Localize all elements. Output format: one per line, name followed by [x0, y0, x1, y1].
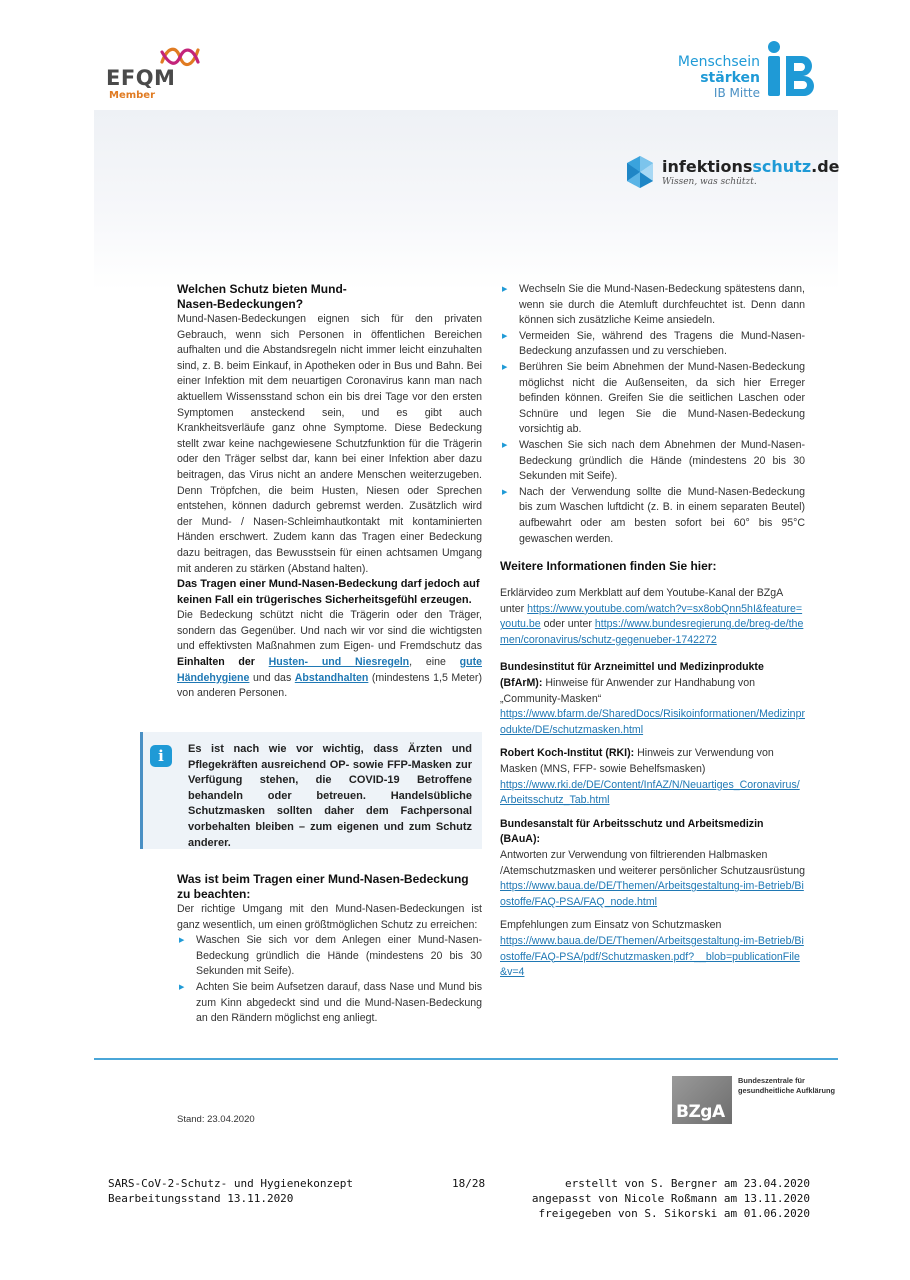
bullet-item: ▶ Vermeiden Sie, während des Tragens die Mund-Nasen-Bedeckung anzufassen und zu verschieben. — [500, 329, 805, 360]
bzga-logo-text: BZgA — [676, 1102, 725, 1122]
link-rki[interactable]: https://www.rki.de/DE/Content/InfAZ/N/Neuartiges_Coronavirus/Arbeitsschutz_Tab.html — [500, 778, 800, 807]
bullet-item: ▶ Berühren Sie beim Abnehmen der Mund-Nasen-Bedeckung möglichst nicht die Außenseiten, da sich hier Erreger befinden können. Greifen Sie die seitlichen Laschen oder Schnüre und legen Sie die Mund-Nasen-Bedeckung vorsichtig ab. — [500, 360, 805, 438]
bullet-item: ▶ Waschen Sie sich nach dem Abnehmen der Mund-Nasen-Bedeckung gründlich die Hände (mindestens 20 bis 30 Sekunden mit Seife). — [500, 438, 805, 485]
bzga-logo — [672, 1076, 842, 1126]
ib-mark-icon — [764, 40, 820, 100]
ib-logo — [660, 40, 820, 104]
bullet-item: ▶ Achten Sie beim Aufsetzen darauf, dass Nase und Mund bis zum Kinn abgedeckt sind und die Mund-Nasen-Bedeckung an den Rändern möglichst eng anliegt. — [177, 980, 482, 1027]
footer-revision: Bearbeitungsstand 13.11.2020 — [108, 1192, 294, 1205]
footer-approved: freigegeben von S. Sikorski am 01.06.2020 — [538, 1207, 810, 1220]
info-box-accent — [140, 732, 143, 849]
link-bundesregierung[interactable]: https://www.bundesregierung.de/breg-de/themen/coronavirus/schutz-gegenueber-1742272 — [500, 618, 804, 646]
ib-line-3: IB Mitte — [713, 86, 760, 100]
link-husten-niesregeln[interactable]: Husten- und Niesregeln — [268, 656, 410, 669]
link-haendehygiene[interactable]: gute Händehygiene — [177, 656, 482, 684]
link-abstandhalten[interactable]: Abstandhalten — [294, 671, 369, 684]
bullet-list-right — [500, 282, 805, 547]
link-baua-pdf[interactable]: https://www.baua.de/DE/Themen/Arbeitsgestaltung-im-Betrieb/Biostoffe/FAQ-PSA/pdf/Schutzmasken.pdf?__blob=publicationFile&v=4 — [500, 934, 804, 979]
infektionsschutz-tagline: Wissen, was schützt. — [662, 177, 757, 187]
stand-date: Stand: 23.04.2020 — [177, 1114, 255, 1125]
infektionsschutz-emblem-icon — [622, 154, 658, 190]
link-baua-faq[interactable]: https://www.baua.de/DE/Themen/Arbeitsgestaltung-im-Betrieb/Biostoffe/FAQ-PSA/FAQ_node.html — [500, 880, 804, 908]
info-box — [140, 732, 482, 849]
footer-document-title: SARS-CoV-2-Schutz- und Hygienekonzept — [108, 1177, 354, 1190]
ib-line-2: stärken — [700, 70, 760, 86]
ib-line-1: Menschsein — [677, 54, 760, 70]
section-heading: Welchen Schutz bieten Mund-Nasen-Bedeckungen? — [177, 282, 347, 311]
footer-left — [108, 1176, 353, 1206]
link-bfarm[interactable]: https://www.bfarm.de/SharedDocs/Risikoinformationen/Medizinprodukte/DE/schutzmasken.html — [500, 708, 805, 736]
bfarm-info: Bundesinstitut für Arzneimittel und Medizinprodukte (BfArM): Hinweise für Anwender zur Handhabung von „Community-Masken“ https://www.bfarm.de/SharedDocs/Risikoinformationen/Medizinprodukte/DE/schutzmasken.html — [500, 661, 805, 736]
footer-created: erstellt von S. Bergner am 23.04.2020 — [564, 1177, 810, 1190]
rki-info: Robert Koch-Institut (RKI): Hinweis zur Verwendung von Masken (MNS, FFP- sowie Behelfsmasken) https://www.rki.de/DE/Content/InfAZ/N/Neuartiges_Coronavirus/Arbeitsschutz_Tab.html — [500, 747, 800, 807]
footer-page-number: 18/28 — [452, 1177, 486, 1190]
info-icon: i — [150, 745, 172, 767]
right-column — [500, 282, 805, 981]
efqm-logo — [106, 44, 206, 104]
bullet-list — [177, 933, 482, 1027]
bzga-logo-box — [672, 1076, 732, 1124]
efqm-member: Member — [109, 90, 156, 101]
bullet-item: ▶ Waschen Sie sich vor dem Anlegen einer Mund-Nasen-Bedeckung gründlich die Hände (mindestens 20 bis 30 Sekunden mit Seife). — [177, 933, 482, 980]
link-youtube[interactable]: https://www.youtube.com/watch?v=sx8obQnn5hI&feature=youtu.be — [500, 602, 803, 631]
section-intro: Der richtige Umgang mit den Mund-Nasen-Bedeckungen ist ganz wesentlich, um einen größtmöglichen Schutz zu erreichen: — [177, 903, 482, 931]
footer-adapted: angepasst von Nicole Roßmann am 13.11.2020 — [531, 1192, 810, 1205]
body-paragraph-2: Die Bedeckung schützt nicht die Trägerin oder den Träger, sondern das Gegenüber. Und nach wir vor sind die wichtigsten und effektivsten Maßnahmen zum Eigen- und Fremdschutz das Einhalten der Husten- und Niesregeln, eine gute Händehygiene und das Abstandhalten (mindestens 1,5 Meter) von anderen Personen. — [177, 609, 482, 700]
infektionsschutz-logo — [622, 154, 840, 192]
divider-line — [94, 1058, 838, 1060]
bullet-item: ▶ Wechseln Sie die Mund-Nasen-Bedeckung spätestens dann, wenn sie durch die Atemluft durchfeuchtet ist. Denn dann können sich zusätzliche Keime ansiedeln. — [500, 282, 805, 329]
schutzmasken-info: Empfehlungen zum Einsatz von Schutzmasken https://www.baua.de/DE/Themen/Arbeitsgestaltung-im-Betrieb/Biostoffe/FAQ-PSA/pdf/Schutzmasken.pdf?__blob=publicationFile&v=4 — [500, 919, 804, 979]
infektionsschutz-brand: infektionsschutz.de — [662, 157, 840, 176]
bzga-name: Bundeszentrale für gesundheitliche Aufklärung — [738, 1076, 836, 1095]
footer-right — [532, 1176, 810, 1221]
left-column — [177, 282, 482, 702]
body-paragraph: Mund-Nasen-Bedeckungen eignen sich für den privaten Gebrauch, wenn sich Personen in öffentlichen Bereichen aufhalten und die Abstandsregeln nicht immer leicht einzuhalten sind, z. B. beim Einkauf, in Apotheken oder in Bus und Bahn. Bei einer Infektion mit dem neuartigen Coronavirus kann man nach aktuellem Wissensstand schon ein bis drei Tage vor den ersten Symptomen ansteckend sein, und es gibt auch Krankheitsverläufe ganz ohne Symptome. Diese Bedeckung stellt zwar keine nachgewiesene Schutzfunktion für die Trägerin oder den Träger selbst dar, kann bei einer Infektion aber dazu beitragen, das Virus nicht an andere Menschen weiterzugeben. Denn Tröpfchen, die beim Husten, Niesen oder Sprechen entstehen, können dadurch gebremst werden. Zusätzlich wird der Mund- / Nasen-Schleimhautkontakt mit kontaminierten Händen erschwert. Zudem kann das Tragen einer Bedeckung dazu beitragen, das Bewusstsein für einen achtsamen Umgang mit anderen zu stärken (Abstand halten). — [177, 313, 482, 575]
more-info-heading: Weitere Informationen finden Sie hier: — [500, 559, 717, 574]
section-wearing — [177, 872, 482, 1027]
section-heading-2: Was ist beim Tragen einer Mund-Nasen-Bedeckung zu beachten: — [177, 872, 469, 901]
info-box-text: Es ist nach wie vor wichtig, dass Ärzten und Pflegekräften ausreichend OP- sowie FFP-Masken zur Verfügung stehen, die COVID-19 Betroffene behandeln oder betreuen. Handelsübliche Schutzmasken sollten daher dem Fachpersonal vorbehalten bleiben – zum eigenen und zum Schutz anderer. — [188, 743, 472, 849]
efqm-word: EFQM — [106, 66, 176, 90]
bullet-item: ▶ Nach der Verwendung sollte die Mund-Nasen-Bedeckung bis zum Waschen luftdicht (z. B. in einem separaten Beutel) aufbewahrt oder am besten sofort bei 60° bis 95°C gewaschen werden. — [500, 485, 805, 547]
header-background — [94, 110, 838, 290]
baua-info: Bundesanstalt für Arbeitsschutz und Arbeitsmedizin (BAuA): Antworten zur Verwendung von filtrierenden Halbmasken /Atemschutzmasken und weiterer persönlicher Schutzausrüstung https://www.baua.de/DE/Themen/Arbeitsgestaltung-im-Betrieb/Biostoffe/FAQ-PSA/FAQ_node.html — [500, 817, 806, 908]
warning-statement: Das Tragen einer Mund-Nasen-Bedeckung darf jedoch auf keinen Fall ein trügerisches Sicherheitsgefühl erzeugen. — [177, 578, 480, 606]
video-info: Erklärvideo zum Merkblatt auf dem Youtube-Kanal der BZgA unter https://www.youtube.com/watch?v=sx8obQnn5hI&feature=youtu.be oder unter https://www.bundesregierung.de/breg-de/themen/coronavirus/schutz-gegenueber-1742272 — [500, 587, 804, 646]
